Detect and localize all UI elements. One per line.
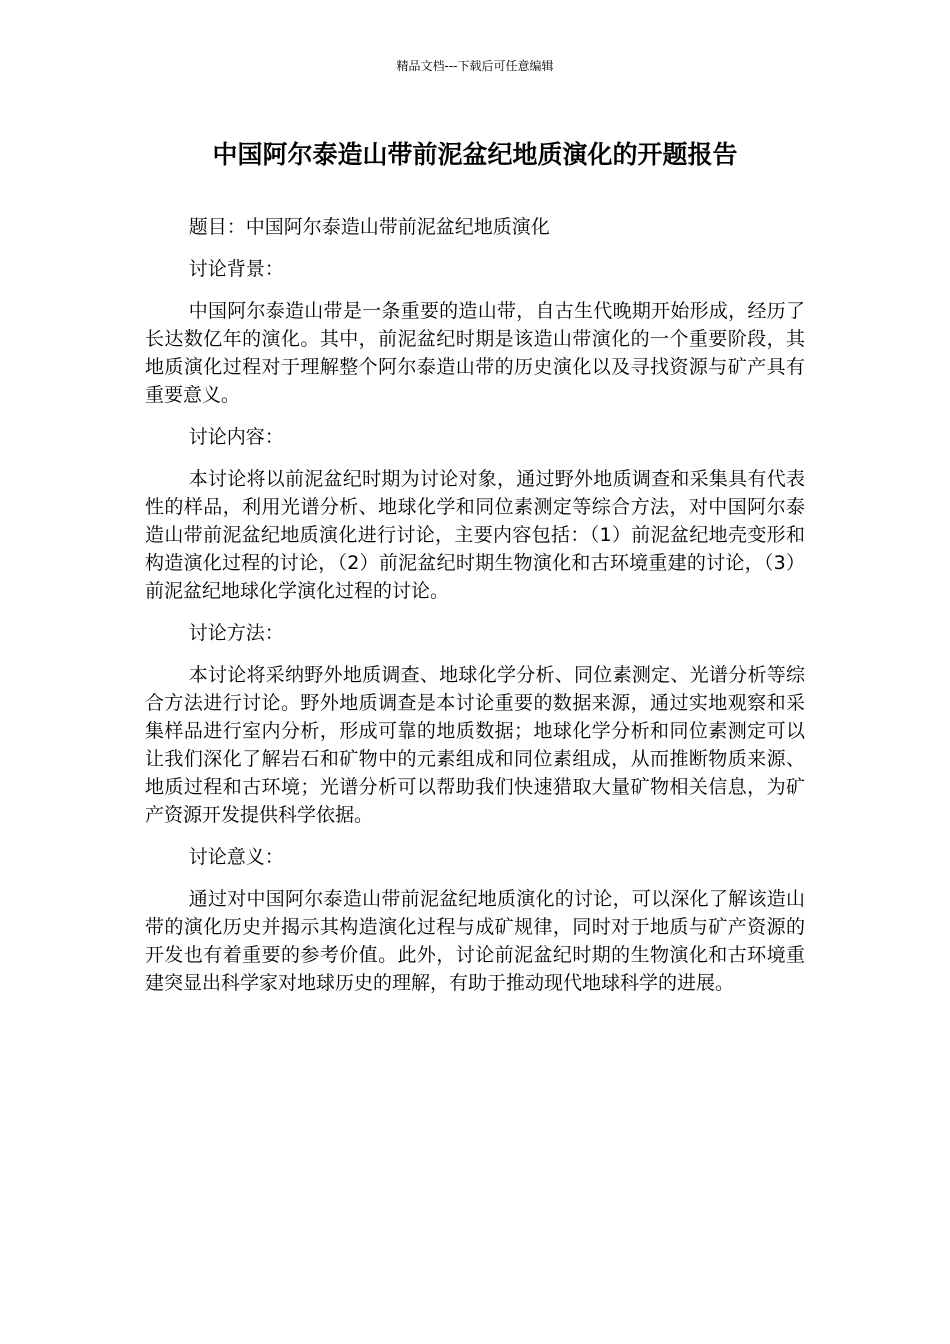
section-heading-background: 讨论背景： xyxy=(188,258,284,280)
paragraph-content: 本讨论将以前泥盆纪时期为讨论对象，通过野外地质调查和采集具有代表性的样品，利用光谱分析、地球化学和同位素测定等综合方法，对中国阿尔泰造山带前泥盆纪地质演化进行讨论，主要内容包括：（1）前泥盆纪地壳变形和构造演化过程的讨论，（2）前泥盆纪时期生物演化和古环境重建的讨论，（3）前泥盆纪地球化学演化过程的讨论。 xyxy=(145,468,805,602)
section-heading-method: 讨论方法： xyxy=(188,622,284,644)
section-heading-content: 讨论内容： xyxy=(188,426,284,448)
paragraph-method: 本讨论将采纳野外地质调查、地球化学分析、同位素测定、光谱分析等综合方法进行讨论。野外地质调查是本讨论重要的数据来源，通过实地观察和采集样品进行室内分析，形成可靠的地质数据；地球化学分析和同位素测定可以让我们深化了解岩石和矿物中的元素组成和同位素组成，从而推断物质来源、地质过程和古环境；光谱分析可以帮助我们快速猎取大量矿物相关信息，为矿产资源开发提供科学依据。 xyxy=(145,664,805,826)
topic-line: 题目：中国阿尔泰造山带前泥盆纪地质演化 xyxy=(188,216,550,238)
document-body xyxy=(145,213,805,1011)
document-title: 中国阿尔泰造山带前泥盆纪地质演化的开题报告 xyxy=(212,140,738,169)
section-heading-significance: 讨论意义： xyxy=(188,846,284,868)
page-header-note: 精品文档---下载后可任意编辑 xyxy=(396,59,554,73)
paragraph-background: 中国阿尔泰造山带是一条重要的造山带，自古生代晚期开始形成，经历了长达数亿年的演化。其中，前泥盆纪时期是该造山带演化的一个重要阶段，其地质演化过程对于理解整个阿尔泰造山带的历史演化以及寻找资源与矿产具有重要意义。 xyxy=(145,300,805,406)
paragraph-significance: 通过对中国阿尔泰造山带前泥盆纪地质演化的讨论，可以深化了解该造山带的演化历史并揭示其构造演化过程与成矿规律，同时对于地质与矿产资源的开发也有着重要的参考价值。此外，讨论前泥盆纪时期的生物演化和古环境重建突显出科学家对地球历史的理解，有助于推动现代地球科学的进展。 xyxy=(145,888,805,994)
